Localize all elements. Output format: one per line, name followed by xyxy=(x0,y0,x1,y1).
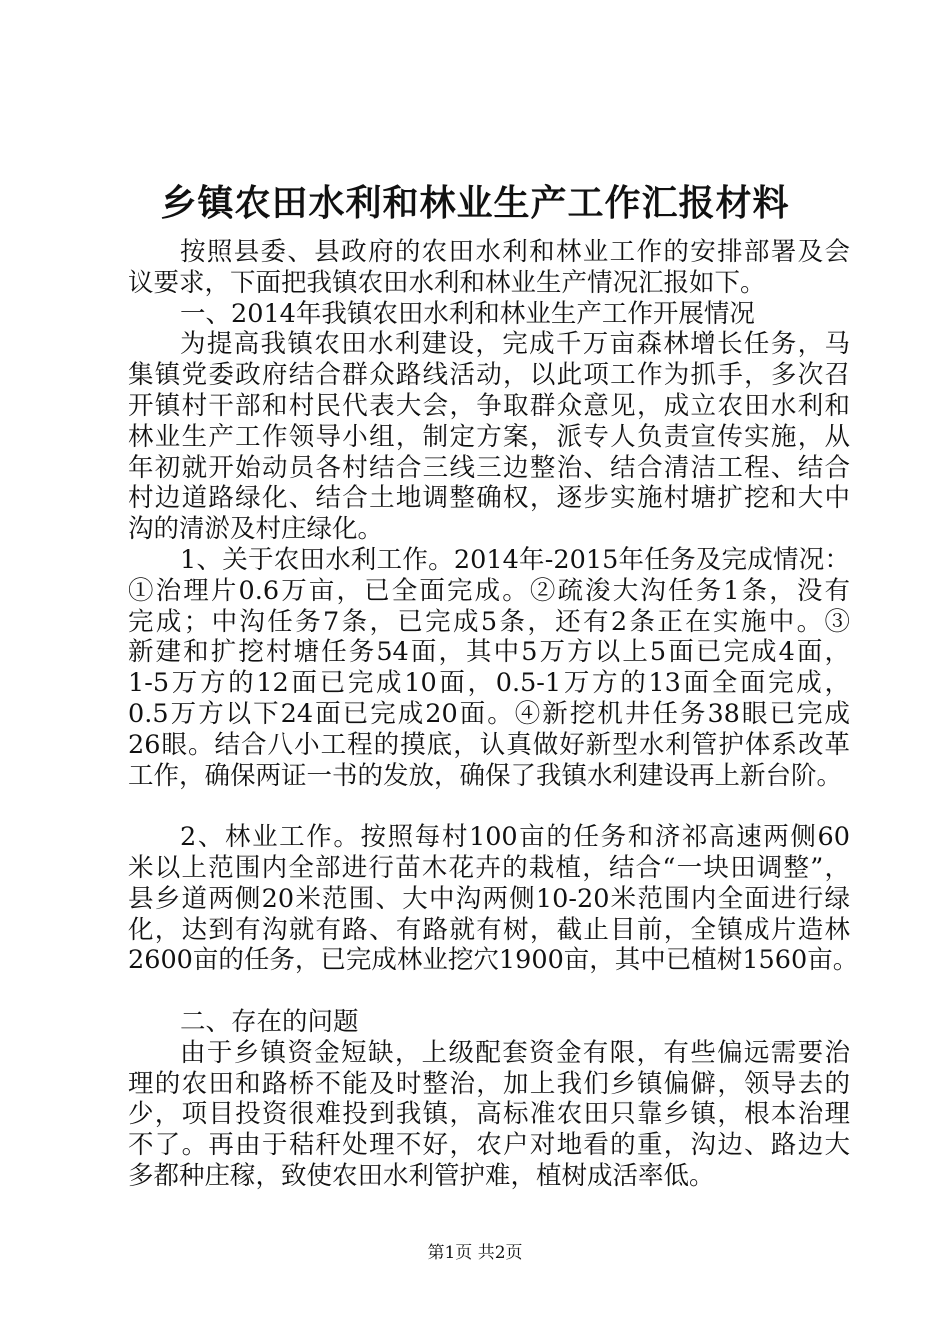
paragraph-line: 由于乡镇资金短缺，上级配套资金有限，有些偏远需要治 xyxy=(180,1037,850,1068)
paragraph-line: 2600亩的任务，已完成林业挖穴1900亩，其中已植树1560亩。 xyxy=(128,945,859,976)
section-heading: 二、存在的问题 xyxy=(180,1006,359,1037)
paragraph-line: 议要求，下面把我镇农田水利和林业生产情况汇报如下。 xyxy=(128,267,766,298)
paragraph-line: 开镇村干部和村民代表大会，争取群众意见，成立农田水利和 xyxy=(128,390,850,421)
page-number-footer: 第1页 共2页 xyxy=(427,1243,523,1263)
paragraph-line: 化，达到有沟就有路、有路就有树，截止目前，全镇成片造林 xyxy=(128,914,850,945)
blank-line xyxy=(128,976,850,1007)
paragraph-line: 县乡道两侧20米范围、大中沟两侧10-20米范围内全面进行绿 xyxy=(128,883,850,914)
paragraph-line: 米以上范围内全部进行苗木花卉的栽植，结合“一块田调整”， xyxy=(128,852,850,883)
paragraph-line: 沟的清淤及村庄绿化。 xyxy=(128,514,384,545)
paragraph-line: 工作，确保两证一书的发放，确保了我镇水利建设再上新台阶。 xyxy=(128,760,843,791)
paragraph-line: 新建和扩挖村塘任务54面，其中5万方以上5面已完成4面， xyxy=(128,637,850,668)
paragraph-line: 1-5万方的12面已完成10面，0.5-1万方的13面全面完成， xyxy=(128,668,850,699)
document-title: 乡镇农田水利和林业生产工作汇报材料 xyxy=(160,183,790,224)
paragraph-line: 少，项目投资很难投到我镇，高标准农田只靠乡镇，根本治理 xyxy=(128,1099,850,1130)
paragraph-line: ①治理片0.6万亩，已全面完成。②疏浚大沟任务1条，没有 xyxy=(128,575,850,606)
document-body xyxy=(128,237,859,1192)
paragraph-line: 村边道路绿化、结合土地调整确权，逐步实施村塘扩挖和大中 xyxy=(128,483,850,514)
paragraph-line: 多都种庄稼，致使农田水利管护难，植树成活率低。 xyxy=(128,1160,715,1191)
paragraph-line: 2、林业工作。按照每村100亩的任务和济祁高速两侧60 xyxy=(180,822,850,853)
paragraph-line: 26眼。结合八小工程的摸底，认真做好新型水利管护体系改革 xyxy=(128,729,850,760)
paragraph-line: 年初就开始动员各村结合三线三边整治、结合清洁工程、结合 xyxy=(128,452,850,483)
section-heading: 一、2014年我镇农田水利和林业生产工作开展情况 xyxy=(180,298,755,329)
paragraph-line: 不了。再由于秸秆处理不好，农户对地看的重，沟边、路边大 xyxy=(128,1130,850,1161)
paragraph-line: 集镇党委政府结合群众路线活动，以此项工作为抓手，多次召 xyxy=(128,360,850,391)
paragraph-line: 完成；中沟任务7条，已完成5条，还有2条正在实施中。③ xyxy=(128,606,850,637)
paragraph-line: 林业生产工作领导小组，制定方案，派专人负责宣传实施，从 xyxy=(128,421,850,452)
paragraph-line: 理的农田和路桥不能及时整治，加上我们乡镇偏僻，领导去的 xyxy=(128,1068,850,1099)
blank-line xyxy=(128,791,850,822)
paragraph-line: 1、关于农田水利工作。2014年-2015年任务及完成情况： xyxy=(180,544,850,575)
paragraph-line: 按照县委、县政府的农田水利和林业工作的安排部署及会 xyxy=(180,237,850,267)
paragraph-line: 0.5万方以下24面已完成20面。④新挖机井任务38眼已完成 xyxy=(128,698,850,729)
paragraph-line: 为提高我镇农田水利建设，完成千万亩森林增长任务，马 xyxy=(180,329,850,360)
